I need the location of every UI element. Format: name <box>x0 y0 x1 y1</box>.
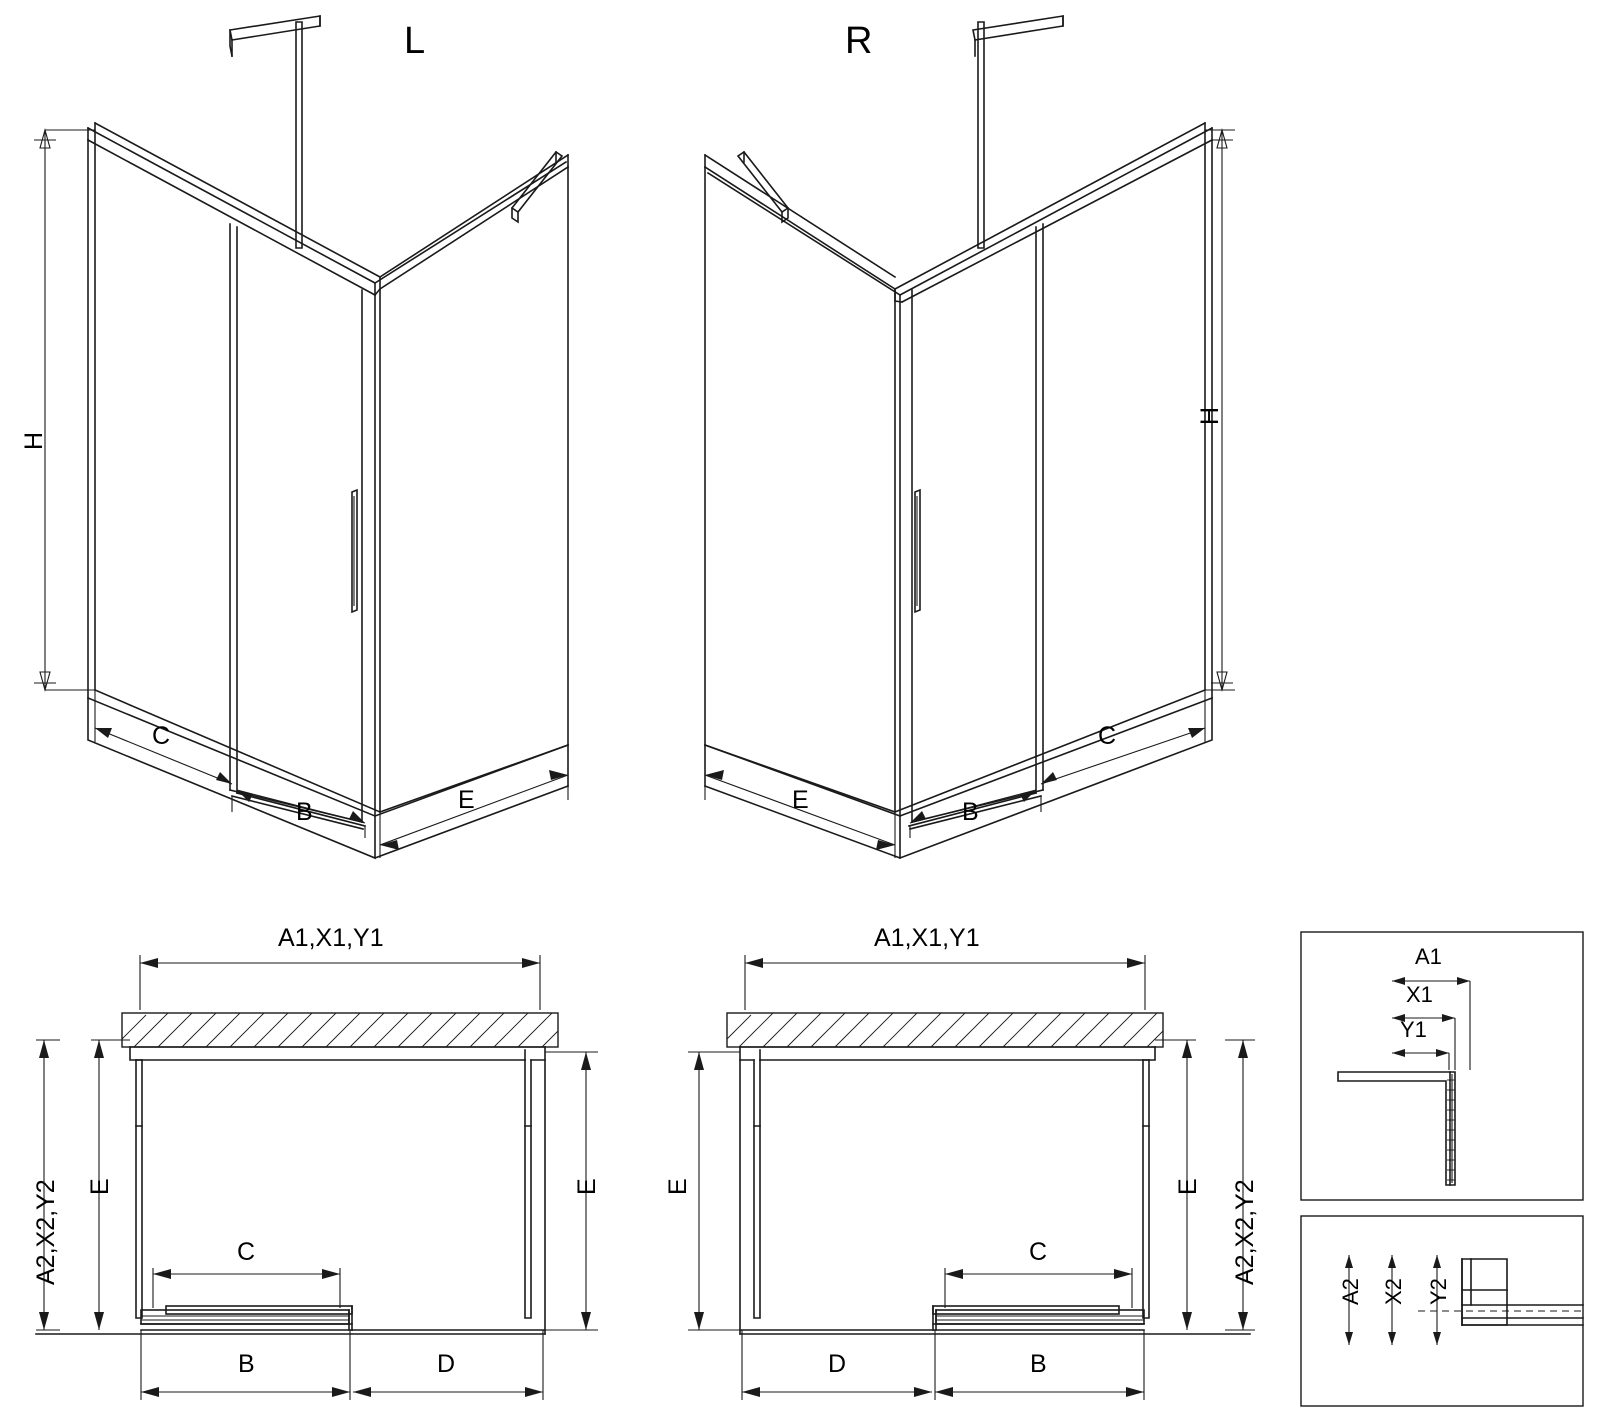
iso-right-c-label: C <box>1098 722 1117 750</box>
iso-right-b-label: B <box>962 798 979 826</box>
detail-top-a1-label: A1 <box>1415 944 1442 969</box>
detail-bottom-a2-label: A2 <box>1338 1278 1363 1305</box>
iso-left-b-label: B <box>296 798 313 826</box>
plan-right-top-dim-label: A1,X1,Y1 <box>874 924 980 952</box>
detail-bottom-y2-label: Y2 <box>1426 1278 1451 1305</box>
variant-label-right: R <box>845 20 873 62</box>
detail-top-x1-label: X1 <box>1406 982 1433 1007</box>
plan-left-c-label: C <box>237 1238 256 1266</box>
plan-right-side-dim-label: A2,X2,Y2 <box>1231 1179 1259 1285</box>
detail-view-top <box>1301 932 1583 1200</box>
plan-right-inner-right-label: E <box>1174 1178 1202 1195</box>
plan-view-right <box>688 955 1255 1400</box>
plan-right-inner-left-label: E <box>664 1178 692 1195</box>
plan-left-inner-right-label: E <box>573 1178 601 1195</box>
iso-right-height-label: H <box>1196 406 1224 425</box>
iso-right-e-label: E <box>792 786 809 814</box>
plan-left-top-dim-label: A1,X1,Y1 <box>278 924 384 952</box>
iso-left-e-label: E <box>458 786 475 814</box>
plan-left-b-label: B <box>238 1350 255 1378</box>
plan-right-b-label: B <box>1030 1350 1047 1378</box>
plan-left-side-dim-label: A2,X2,Y2 <box>32 1179 60 1285</box>
variant-label-left: L <box>404 20 426 62</box>
plan-view-left <box>32 955 601 1400</box>
detail-bottom-x2-label: X2 <box>1381 1278 1406 1305</box>
iso-left-height-label: H <box>20 431 48 450</box>
detail-top-y1-label: Y1 <box>1400 1017 1427 1042</box>
plan-right-c-label: C <box>1029 1238 1048 1266</box>
plan-left-inner-left-label: E <box>86 1178 114 1195</box>
plan-left-d-label: D <box>437 1350 456 1378</box>
plan-right-d-label: D <box>828 1350 847 1378</box>
iso-left-c-label: C <box>152 722 171 750</box>
iso-view-right <box>705 16 1235 858</box>
iso-view-left <box>34 16 568 858</box>
detail-view-bottom <box>1301 1216 1583 1406</box>
